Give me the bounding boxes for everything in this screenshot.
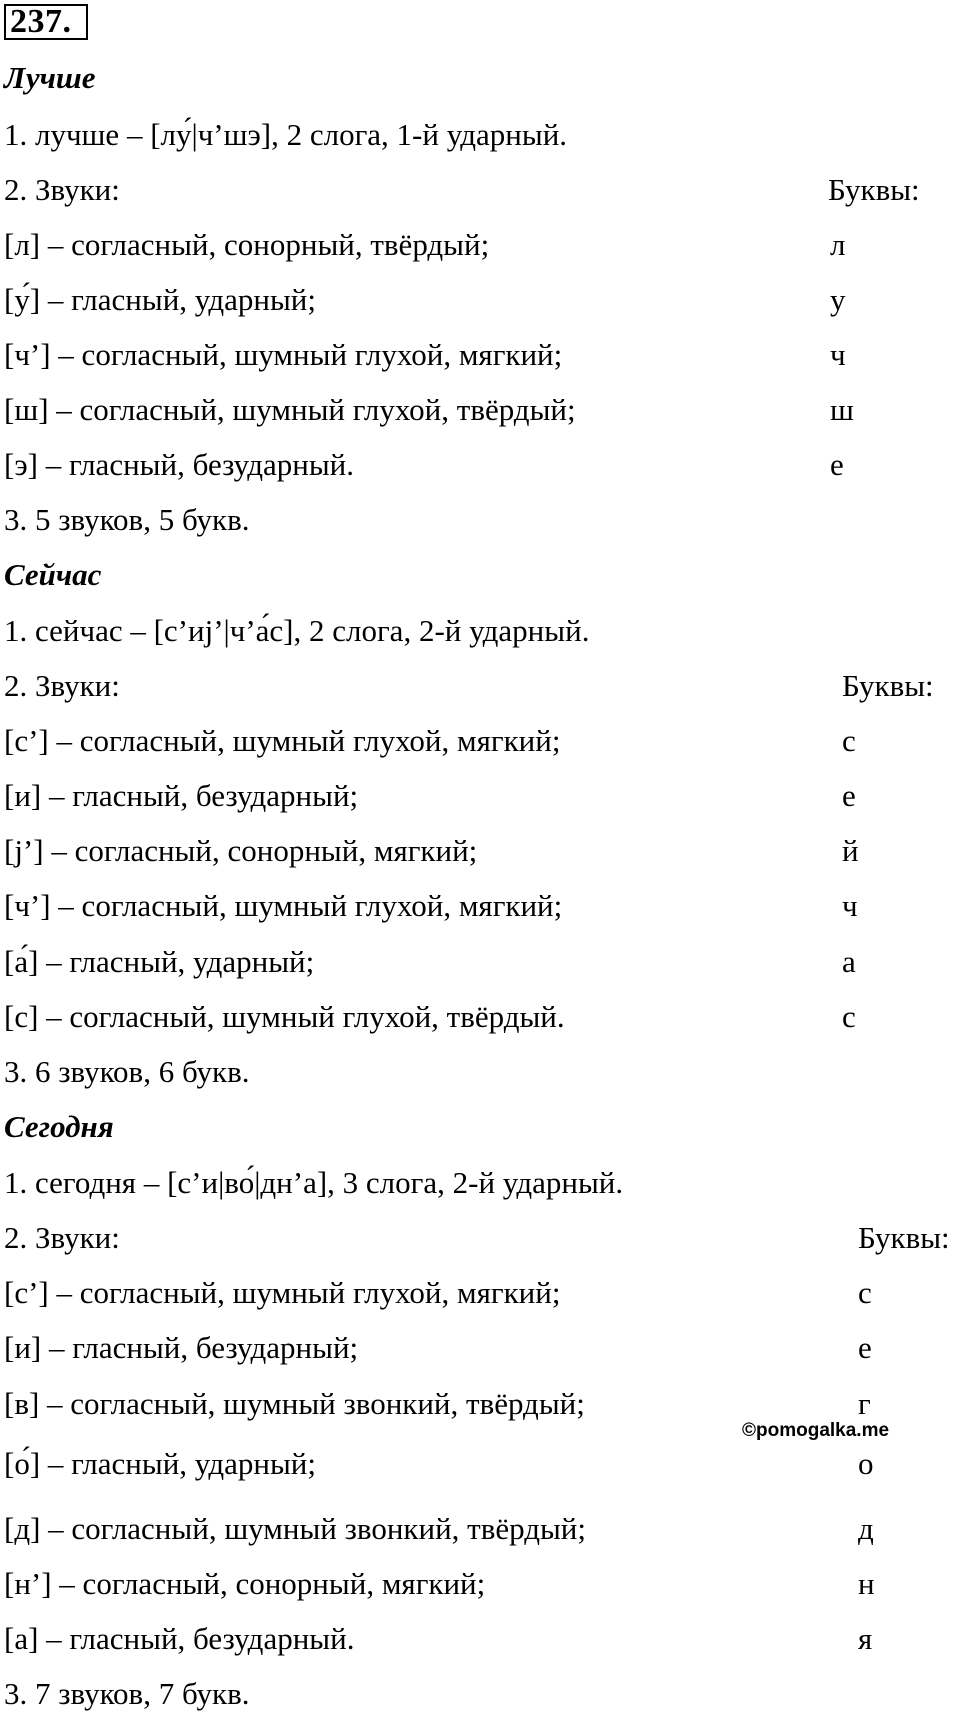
summary-line: 3. 7 звуков, 7 букв. — [4, 1676, 250, 1711]
letter-cell: ч — [842, 888, 858, 923]
sound-row: [с’] – согласный, шумный глухой, мягкий; — [4, 1275, 561, 1310]
sound-row: [и] – гласный, безударный; — [4, 778, 359, 813]
sound-row: [о́] – гласный, ударный; — [4, 1446, 316, 1481]
sound-row: [ш] – согласный, шумный глухой, твёрдый; — [4, 392, 576, 427]
sound-row: [у́] – гласный, ударный; — [4, 282, 316, 317]
sound-row: [с’] – согласный, шумный глухой, мягкий; — [4, 723, 561, 758]
letter-cell: с — [842, 723, 856, 758]
letter-cell: л — [830, 227, 846, 262]
letter-cell: е — [830, 447, 844, 482]
letters-header: Буквы: — [858, 1220, 950, 1255]
sounds-header: 2. Звуки: — [4, 1220, 120, 1255]
sound-row: [ч’] – согласный, шумный глухой, мягкий; — [4, 888, 563, 923]
section-title-seychas: Сейчас — [4, 557, 102, 592]
letter-cell: д — [858, 1511, 874, 1546]
sound-row: [и] – гласный, безударный; — [4, 1330, 359, 1365]
sounds-header: 2. Звуки: — [4, 668, 120, 703]
sound-row: [j’] – согласный, сонорный, мягкий; — [4, 833, 478, 868]
letter-cell: ч — [830, 337, 846, 372]
sound-row: [э] – гласный, безударный. — [4, 447, 355, 482]
transcription-line: 1. сейчас – [с’иj’|ч’а́с], 2 слога, 2-й ударный. — [4, 613, 590, 648]
letter-cell: о — [858, 1446, 874, 1481]
task-number: 237. — [4, 4, 88, 40]
letter-cell: я — [858, 1621, 873, 1656]
letters-header: Буквы: — [842, 668, 934, 703]
letters-header: Буквы: — [828, 172, 920, 207]
letter-cell: й — [842, 833, 859, 868]
sound-row: [н’] – согласный, сонорный, мягкий; — [4, 1566, 486, 1601]
sounds-header: 2. Звуки: — [4, 172, 120, 207]
summary-line: 3. 5 звуков, 5 букв. — [4, 502, 250, 537]
letter-cell: е — [858, 1330, 872, 1365]
sound-row: [в] – согласный, шумный звонкий, твёрдый; — [4, 1386, 585, 1421]
section-title-segodnya: Сегодня — [4, 1109, 114, 1144]
letter-cell: с — [858, 1275, 872, 1310]
letter-cell: ш — [830, 392, 854, 427]
sound-row: [а] – гласный, безударный. — [4, 1621, 355, 1656]
summary-line: 3. 6 звуков, 6 букв. — [4, 1054, 250, 1089]
letter-cell: е — [842, 778, 856, 813]
section-title-luchshe: Лучше — [4, 60, 96, 95]
sound-row: [ч’] – согласный, шумный глухой, мягкий; — [4, 337, 563, 372]
letter-cell: а — [842, 944, 856, 979]
sound-row: [с] – согласный, шумный глухой, твёрдый. — [4, 999, 565, 1034]
transcription-line: 1. лучше – [лу́|ч’шэ], 2 слога, 1-й ударный. — [4, 117, 568, 152]
letter-cell: с — [842, 999, 856, 1034]
watermark: ©pomogalka.me — [742, 1420, 890, 1441]
letter-cell: н — [858, 1566, 875, 1601]
transcription-line: 1. сегодня – [с’и|во́|дн’а], 3 слога, 2-й ударный. — [4, 1165, 624, 1200]
letter-cell: г — [858, 1386, 871, 1421]
sound-row: [л] – согласный, сонорный, твёрдый; — [4, 227, 490, 262]
sound-row: [а́] – гласный, ударный; — [4, 944, 315, 979]
sound-row: [д] – согласный, шумный звонкий, твёрдый; — [4, 1511, 586, 1546]
letter-cell: у — [830, 282, 846, 317]
